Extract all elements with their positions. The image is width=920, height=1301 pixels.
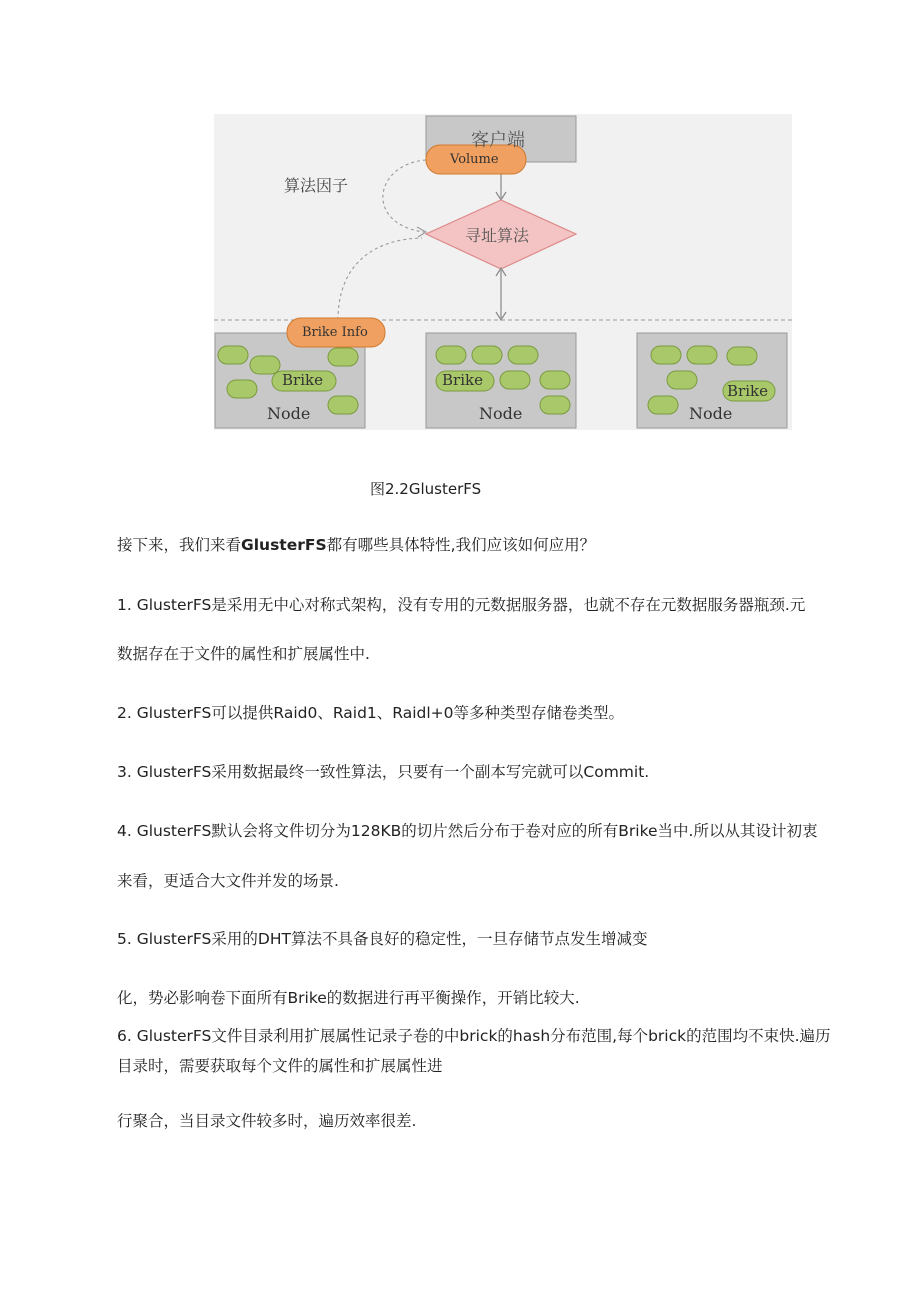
item-6-line-3: 行聚合，当目录文件较多时，遍历效率很差. (117, 1112, 417, 1130)
algo-factor-label: 算法因子 (284, 176, 349, 195)
client-label: 客户端 (471, 130, 525, 151)
brike-info-label: Brike Info (302, 325, 368, 340)
intro-bold: GlusterFS (241, 536, 327, 554)
item-5-line-2: 化，势必影响卷下面所有Brike的数据进行再平衡操作，开销比较大. (117, 989, 580, 1007)
item-4-line-2: 来看，更适合大文件并发的场景. (117, 872, 339, 890)
item-2: 2. GlusterFS可以提供Raid0、Raid1、Raidl+0等多种类型存储卷类型。 (117, 704, 624, 722)
item-3: 3. GlusterFS采用数据最终一致性算法，只要有一个副本写完就可以Commit. (117, 763, 650, 781)
node-label-1: Node (267, 404, 311, 423)
glusterfs-architecture-figure (214, 114, 792, 430)
item-5-line-1: 5. GlusterFS采用的DHT算法不具备良好的稳定性，一旦存储节点发生增减变 (117, 930, 648, 948)
brike-label-node-2: Brike (442, 371, 483, 389)
brike-label-node-1: Brike (282, 371, 323, 389)
node-label-2: Node (479, 404, 523, 423)
algo-factor-curve (383, 160, 426, 232)
figure-caption: 图2.2GlusterFS (370, 480, 482, 498)
brike-info-curve (338, 238, 422, 320)
item-4-line-1: 4. GlusterFS默认会将文件切分为128KB的切片然后分布于卷对应的所有Brike当中.所以从其设计初衷 (117, 822, 818, 840)
item-1-line-2: 数据存在于文件的属性和扩展属性中. (117, 645, 370, 663)
node-label-3: Node (689, 404, 733, 423)
addressing-label: 寻址算法 (465, 226, 530, 245)
volume-label: Volume (450, 152, 499, 167)
intro-after: 都有哪些具体特性,我们应该如何应用？ (326, 536, 596, 554)
item-1-line-1: 1. GlusterFS是采用无中心对称式架构，没有专用的元数据服务器，也就不存在元数据服务器瓶颈.元 (117, 596, 806, 614)
intro-before: 接下来，我们来看 (117, 536, 242, 554)
item-6-line-2: 目录时，需要获取每个文件的属性和扩展属性进 (117, 1057, 443, 1075)
item-6-line-1: 6. GlusterFS文件目录利用扩展属性记录子卷的中brick的hash分布范围,每个brick的范围均不束快.遍历 (117, 1027, 831, 1045)
brike-label-node-3: Brike (727, 382, 768, 400)
intro-paragraph (117, 533, 595, 555)
